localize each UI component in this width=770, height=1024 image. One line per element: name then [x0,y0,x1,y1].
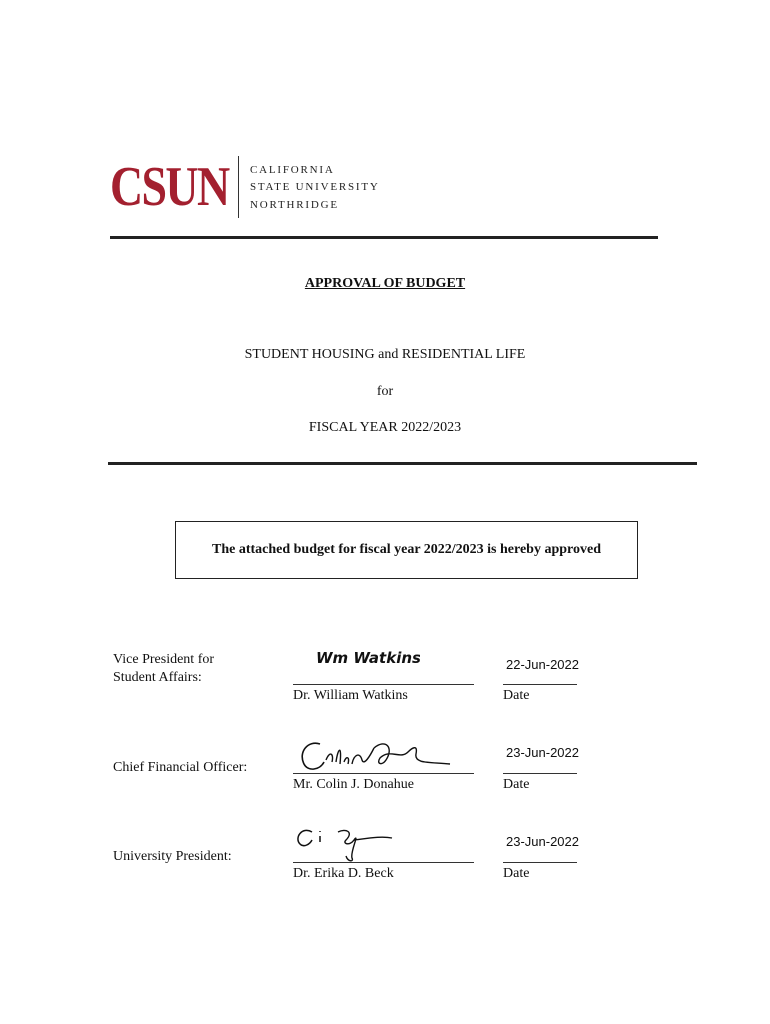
signatory-2-name: Mr. Colin J. Donahue [293,777,414,792]
signatory-2-date-line [503,773,577,774]
signatory-3-signature-line [293,862,474,863]
signatory-3-date-line [503,862,577,863]
logo-divider [238,156,239,218]
signatory-3-role: University President: [113,849,232,864]
approval-statement-box [175,521,638,579]
signatory-1-date-label: Date [503,688,530,703]
signature-watkins [290,645,420,676]
header-rule [110,236,658,239]
signatory-1-role-line2: Student Affairs: [113,670,202,685]
section-rule [108,462,697,465]
signatory-3-date-label: Date [503,866,530,881]
department-name: STUDENT HOUSING and RESIDENTIAL LIFE [244,347,526,362]
logo-line-state-university: STATE UNIVERSITY [250,181,380,193]
signatory-2-signature-line [293,773,474,774]
approval-statement: The attached budget for fiscal year 2022/2023 is hereby approved [211,542,602,557]
signatory-1-role-line1: Vice President for [113,652,215,667]
csun-logo-wordmark: CSUN [110,156,229,218]
for-text: for [376,384,394,399]
signature-beck [290,822,410,867]
signatory-3-name: Dr. Erika D. Beck [293,866,394,881]
signatory-1-date-line [503,684,577,685]
signatory-2-date: 23-Jun-2022 [506,745,579,760]
signatory-3-date: 23-Jun-2022 [506,834,579,849]
logo-line-california: CALIFORNIA [250,164,335,176]
logo-line-northridge: NORTHRIDGE [250,199,339,211]
signatory-1-signature-line [293,684,474,685]
signature-watkins-text: Wm Watkins [316,649,420,667]
signatory-1-name: Dr. William Watkins [293,688,408,703]
page-title: APPROVAL OF BUDGET [304,276,466,291]
signatory-1-date: 22-Jun-2022 [506,657,579,672]
fiscal-year: FISCAL YEAR 2022/2023 [308,420,462,435]
signatory-2-role: Chief Financial Officer: [113,760,248,775]
signatory-2-date-label: Date [503,777,530,792]
